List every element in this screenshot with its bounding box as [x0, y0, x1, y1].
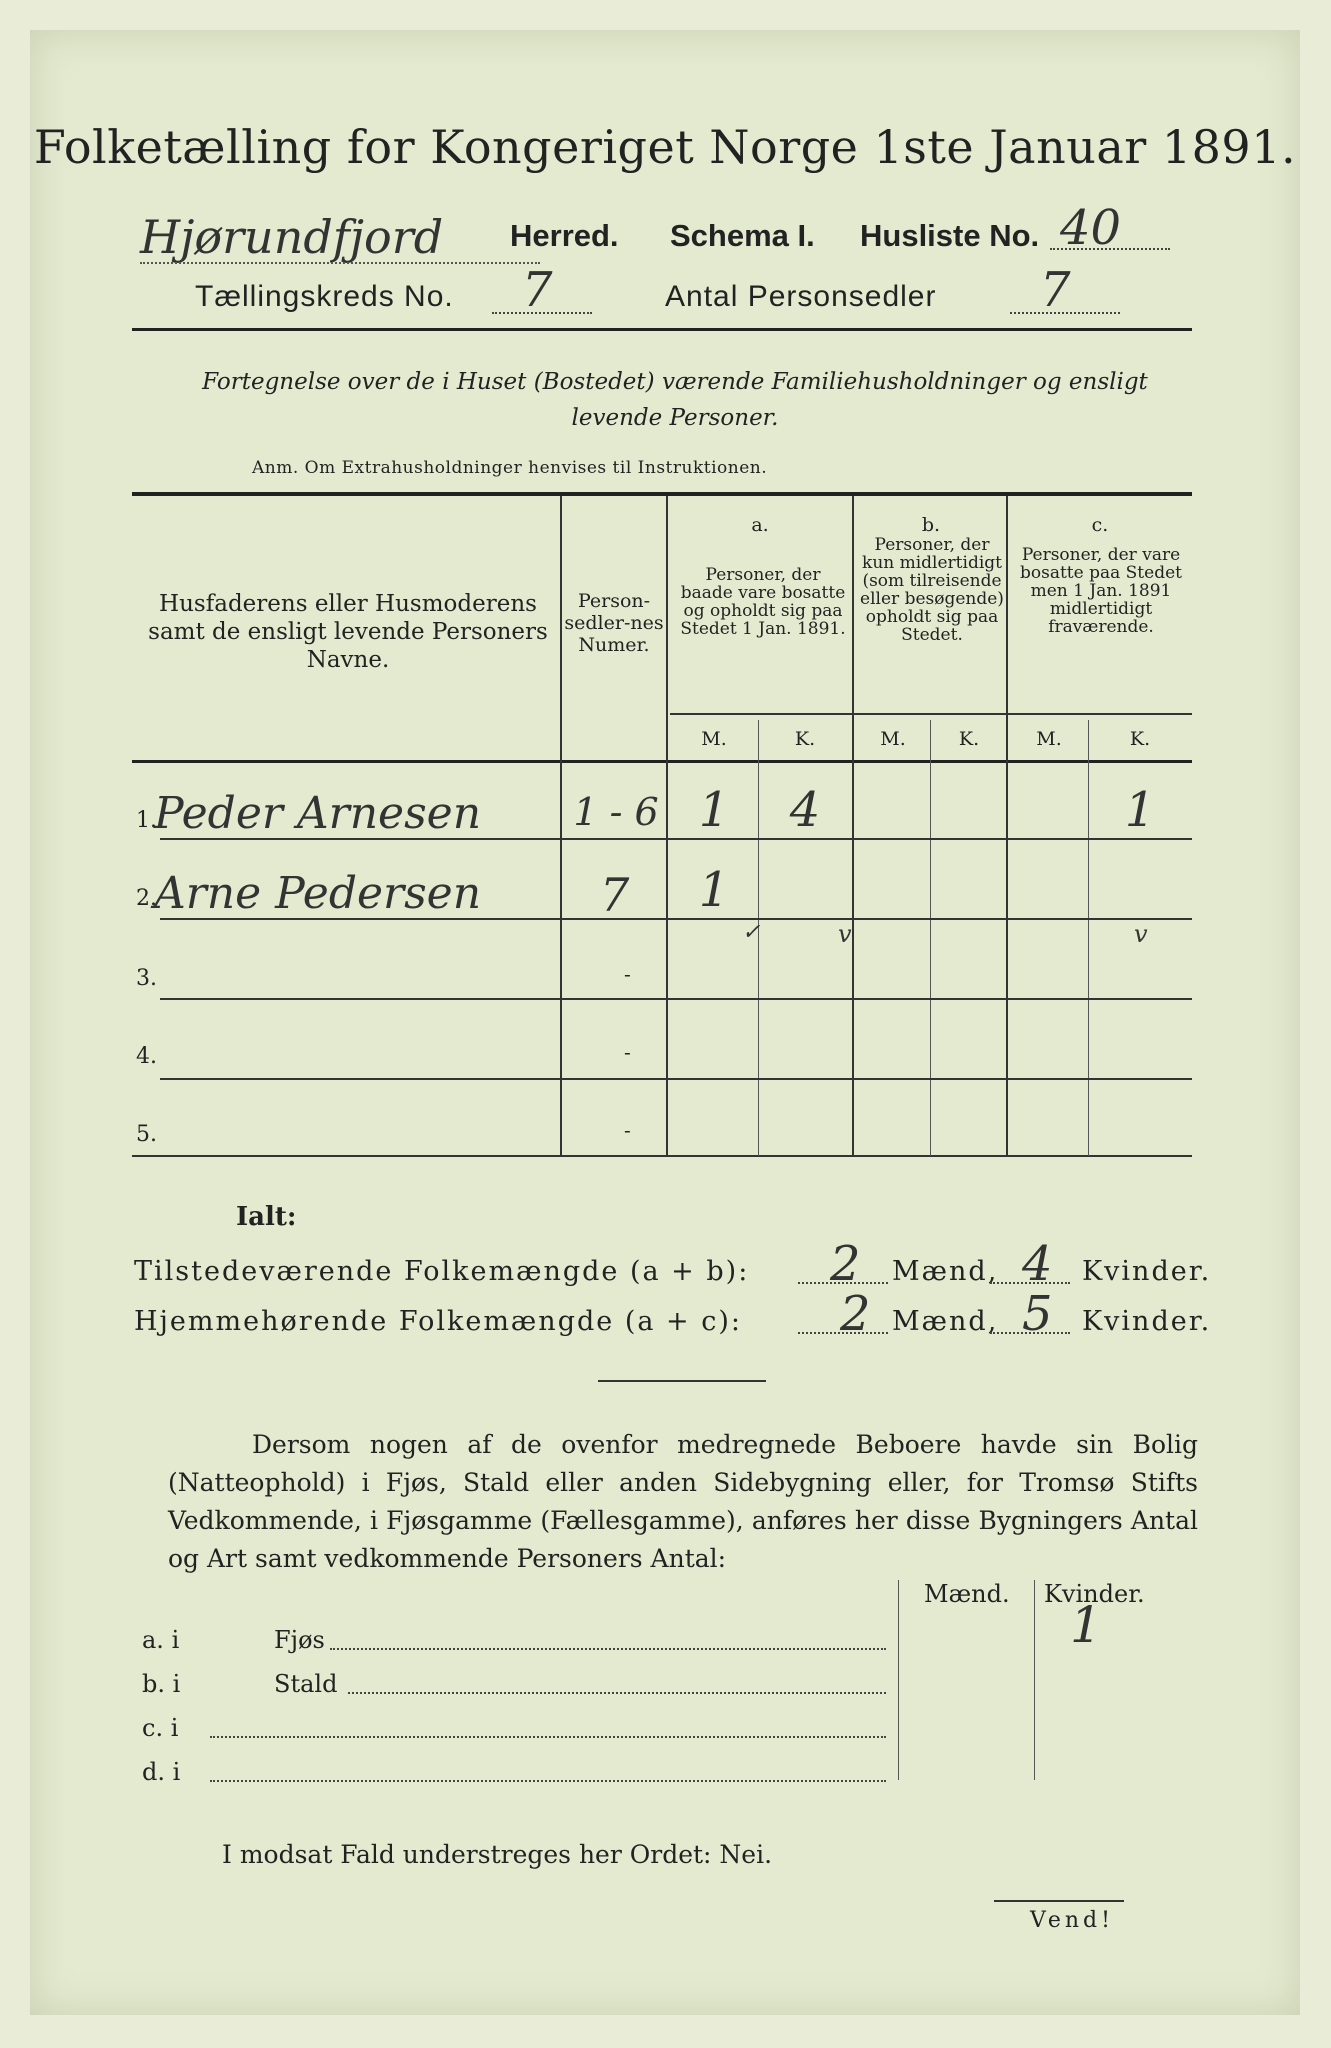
- item-d-letter: d. i: [142, 1758, 181, 1786]
- table-header-bottom-rule: [132, 760, 1192, 763]
- row-numer: -: [624, 1040, 631, 1064]
- form-title: Folketælling for Kongeriget Norge 1ste Januar 1891.: [33, 120, 1297, 174]
- sidebygning-paragraph: Dersom nogen af de ovenfor medregnede Beboere havde sin Bolig (Natteophold) i Fjøs, Stald eller anden Sidebygning eller, for Tromsø Stifts Vedkommende, i Fjøsgamme (Fællesgamme), anføres her disse Bygningers Antal og Art samt vedkommende Personers Antal:: [168, 1430, 1198, 1573]
- ialt-label: Ialt:: [236, 1202, 297, 1232]
- row-numer: 7: [600, 868, 630, 922]
- mini-table-divider-2: [1034, 1580, 1035, 1780]
- item-c-letter: c. i: [142, 1714, 179, 1742]
- col-divider-2: [666, 496, 668, 1156]
- col-header-b-letter: b.: [921, 514, 941, 536]
- col-header-b: Personer, der kun midlertidigt (som tilreisende eller besøgende) opholdt sig paa Stedet.: [860, 535, 1004, 645]
- row-number: 4.: [136, 1044, 157, 1069]
- tilstede-maend-value: 2: [830, 1236, 861, 1292]
- item-a-label: Fjøs: [274, 1626, 325, 1654]
- tilstede-kvinder-label: Kvinder.: [1082, 1256, 1212, 1287]
- mini-table-divider-1: [898, 1580, 899, 1780]
- table-bottom-rule: [132, 1155, 1192, 1157]
- row-a-m: 1: [698, 782, 730, 838]
- row-a-k: 4: [789, 782, 821, 838]
- section-divider: [598, 1380, 766, 1382]
- mini-maend-header: Mænd.: [924, 1580, 1010, 1608]
- tilstede-kvinder-dots: [990, 1282, 1070, 1284]
- vend-text: Vend!: [1030, 1908, 1114, 1933]
- row-number: 5.: [136, 1122, 157, 1147]
- item-b-dots: [348, 1692, 886, 1694]
- row-numer: 1 - 6: [573, 790, 659, 834]
- husliste-value: 40: [1060, 200, 1122, 256]
- item-c-dots: [210, 1736, 886, 1738]
- col-a-k-label: K.: [794, 728, 816, 750]
- row-line-4: [160, 1078, 1192, 1080]
- col-b-mk-divider: [930, 720, 931, 1156]
- col-header-a: Personer, der baade vare bosatte og opholdt sig paa Stedet 1 Jan. 1891.: [680, 565, 846, 639]
- col-divider-3: [852, 496, 854, 1156]
- row-name-handwritten: Peder Arnesen: [154, 788, 482, 839]
- table-top-rule: [132, 492, 1192, 496]
- hjemme-maend-dots: [798, 1332, 888, 1334]
- hjemme-kvinder-label: Kvinder.: [1082, 1306, 1212, 1337]
- row-number: 2.: [136, 886, 157, 911]
- check-mark: v: [1134, 920, 1148, 948]
- hjemme-kvinder-value: 5: [1022, 1286, 1053, 1342]
- hjemme-kvinder-dots: [990, 1332, 1070, 1334]
- antal-personsedler-label: Antal Personsedler: [665, 280, 937, 313]
- col-b-k-label: K.: [958, 728, 980, 750]
- col-c-m-label: M.: [1036, 728, 1062, 750]
- item-a-kvinder-value: 1: [1070, 1596, 1102, 1654]
- row-line-3: [160, 998, 1192, 1000]
- check-mark: v: [838, 920, 852, 948]
- mini-kvinder-header: Kvinder.: [1044, 1580, 1145, 1608]
- herred-label: Herred.: [510, 218, 619, 253]
- item-b-letter: b. i: [142, 1670, 181, 1698]
- tilstede-label: Tilstedeværende Folkemængde (a + b):: [134, 1256, 750, 1287]
- row-name-handwritten: Arne Pedersen: [154, 868, 482, 919]
- hjemme-maend-value: 2: [840, 1286, 871, 1342]
- item-d-dots: [210, 1780, 886, 1782]
- col-header-numer: Person-sedler-nes Numer.: [564, 590, 664, 656]
- col-header-names: Husfaderens eller Husmoderens samt de ensligt levende Personers Navne.: [148, 591, 548, 673]
- tilstede-maend-dots: [798, 1282, 888, 1284]
- item-a-dots: [330, 1648, 886, 1650]
- row-numer: -: [624, 1118, 631, 1142]
- col-c-k-label: K.: [1129, 728, 1151, 750]
- antal-dots: [1010, 312, 1120, 314]
- husliste-dots: [1050, 248, 1170, 250]
- intro-text: Fortegnelse over de i Huset (Bostedet) værende Familiehusholdninger og ensligt levende Personer.: [202, 369, 1148, 431]
- mk-subheader-rule: [670, 713, 1192, 715]
- anm-note: Anm. Om Extrahusholdninger henvises til Instruktionen.: [252, 458, 768, 478]
- husliste-label: Husliste No.: [860, 218, 1040, 253]
- taellingskreds-value: 7: [522, 262, 553, 318]
- row-number: 1.: [136, 808, 157, 833]
- hjemme-label: Hjemmehørende Folkemængde (a + c):: [134, 1306, 742, 1337]
- herred-dotted-line: [140, 262, 540, 264]
- row-number: 3.: [136, 966, 157, 991]
- row-numer: -: [624, 962, 631, 986]
- col-header-a-letter: a.: [751, 514, 769, 536]
- taellingskreds-label: Tællingskreds No.: [195, 280, 454, 313]
- header-rule: [132, 328, 1192, 331]
- row-a-m: 1: [698, 862, 730, 918]
- tilstede-maend-label: Mænd,: [892, 1256, 999, 1287]
- col-divider-4: [1006, 496, 1008, 1156]
- tilstede-kvinder-value: 4: [1022, 1236, 1053, 1292]
- hjemme-maend-label: Mænd,: [892, 1306, 999, 1337]
- col-c-mk-divider: [1088, 720, 1089, 1156]
- herred-name-handwritten: Hjørundfjord: [140, 210, 444, 264]
- check-mark: ✓: [742, 920, 761, 945]
- antal-personsedler-value: 7: [1040, 262, 1071, 318]
- col-divider-1: [560, 496, 562, 1156]
- schema-label: Schema I.: [670, 218, 815, 253]
- item-b-label: Stald: [274, 1670, 338, 1698]
- col-b-m-label: M.: [880, 728, 906, 750]
- modsat-fald-text: I modsat Fald understreges her Ordet: Nei.: [222, 1840, 773, 1869]
- census-form-page: [30, 30, 1300, 2015]
- col-header-c: Personer, der vare bosatte paa Stedet men 1 Jan. 1891 midlertidigt fraværende.: [1020, 545, 1182, 637]
- vend-rule: [994, 1900, 1124, 1902]
- row-c-k: 1: [1124, 782, 1156, 838]
- col-header-c-letter: c.: [1091, 514, 1109, 536]
- taellingskreds-dots: [492, 312, 592, 314]
- item-a-letter: a. i: [142, 1626, 180, 1654]
- col-a-m-label: M.: [701, 728, 727, 750]
